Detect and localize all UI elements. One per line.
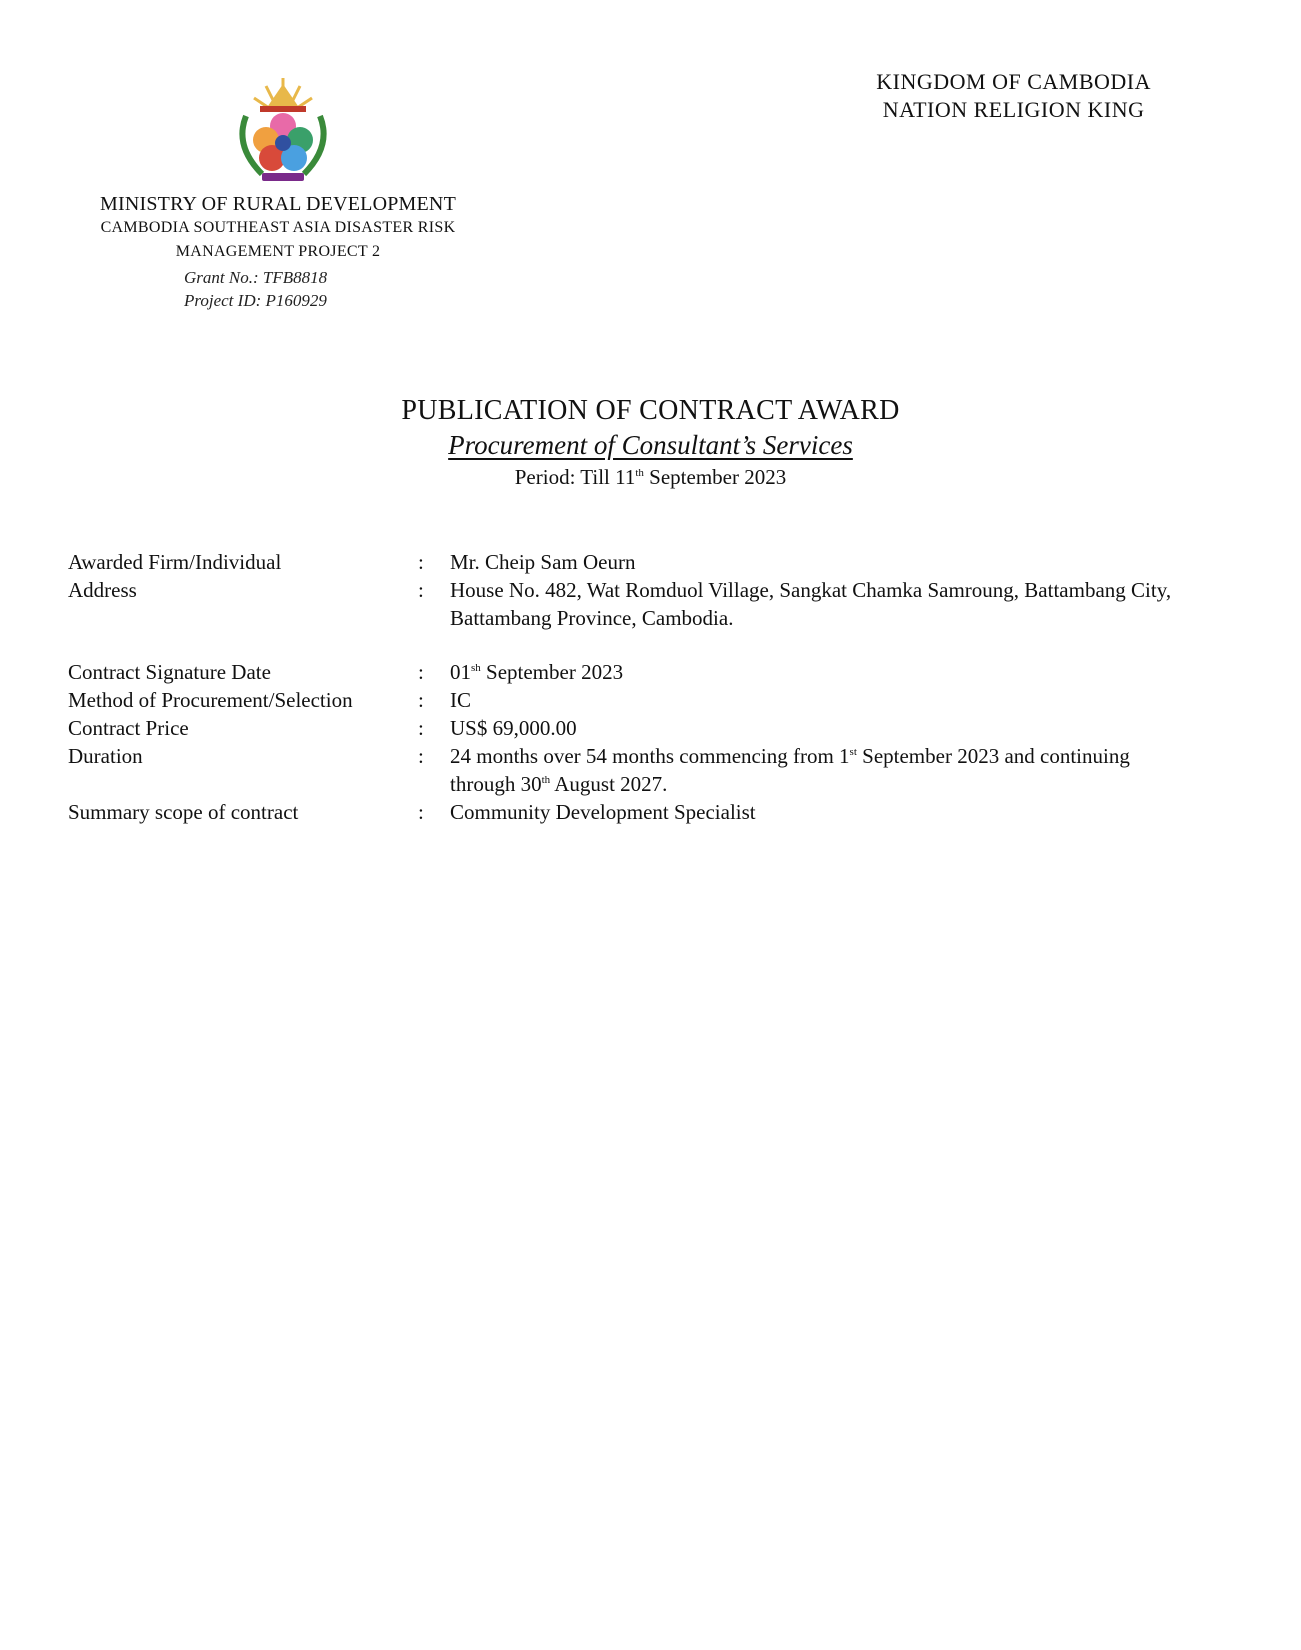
colon: :: [418, 716, 424, 740]
period: [0, 462, 1301, 492]
address-label: Address: [68, 578, 137, 602]
duration-part2: September 2023 and continuing through 30: [450, 744, 1130, 796]
detail-row-scope: [68, 798, 1188, 826]
scope-value: Community Development Specialist: [450, 800, 756, 824]
detail-row-price: [68, 714, 1188, 742]
detail-row-awarded: [68, 548, 1188, 576]
period-suffix: September 2023: [643, 465, 787, 489]
awarded-label: Awarded Firm/Individual: [68, 550, 282, 574]
duration-sup2: th: [541, 774, 551, 786]
detail-row-method: [68, 686, 1188, 714]
flower-emblem-icon: [253, 113, 313, 171]
signature-value: [450, 658, 1188, 686]
grant-block: [184, 266, 327, 312]
ministry-block: [68, 192, 488, 264]
kingdom-motto: NATION RELIGION KING: [882, 97, 1145, 122]
colon: :: [418, 578, 424, 602]
document-title: PUBLICATION OF CONTRACT AWARD: [401, 395, 900, 426]
detail-row-address: [68, 576, 1188, 632]
award-details: [68, 548, 1188, 826]
price-value: US$ 69,000.00: [450, 716, 577, 740]
duration-sup1: st: [849, 746, 857, 758]
price-label: Contract Price: [68, 716, 189, 740]
sun-rays-icon: [254, 78, 312, 112]
address-value: House No. 482, Wat Romduol Village, Sangkat Chamka Samroung, Battambang City, Battambang Province, Cambodia.: [450, 578, 1172, 630]
project-name-line1: CAMBODIA SOUTHEAST ASIA DISASTER RISK: [100, 219, 456, 236]
duration-part1: 24 months over 54 months commencing from 1: [450, 744, 850, 768]
colon: :: [418, 800, 424, 824]
colon: :: [418, 660, 424, 684]
signature-label: Contract Signature Date: [68, 660, 271, 684]
method-label: Method of Procurement/Selection: [68, 688, 353, 712]
colon: :: [418, 550, 424, 574]
ministry-logo: [228, 76, 338, 188]
logo-ribbon: [262, 173, 304, 181]
duration-value: [450, 742, 1188, 798]
duration-part3: August 2027.: [550, 772, 668, 796]
title-block: [0, 394, 1301, 492]
project-id: Project ID: P160929: [184, 291, 327, 310]
kingdom-title: KINGDOM OF CAMBODIA: [876, 69, 1151, 94]
project-name-line2: MANAGEMENT PROJECT 2: [175, 243, 381, 260]
grant-number: Grant No.: TFB8818: [184, 268, 328, 287]
duration-label: Duration: [68, 744, 143, 768]
method-value: IC: [450, 688, 471, 712]
signature-prefix: 01: [450, 660, 471, 684]
document-subtitle: Procurement of Consultant’s Services: [448, 430, 853, 460]
colon: :: [418, 688, 424, 712]
scope-label: Summary scope of contract: [68, 800, 299, 824]
colon: :: [418, 744, 424, 768]
awarded-value: Mr. Cheip Sam Oeurn: [450, 550, 636, 574]
period-prefix: Period: Till 11: [514, 465, 636, 489]
kingdom-header: [876, 68, 1151, 124]
signature-sup: sh: [471, 662, 481, 674]
signature-suffix: September 2023: [480, 660, 624, 684]
detail-row-signature: [68, 658, 1188, 686]
detail-row-duration: [68, 742, 1188, 798]
period-sup: th: [635, 467, 644, 479]
ministry-name: MINISTRY OF RURAL DEVELOPMENT: [100, 193, 456, 215]
